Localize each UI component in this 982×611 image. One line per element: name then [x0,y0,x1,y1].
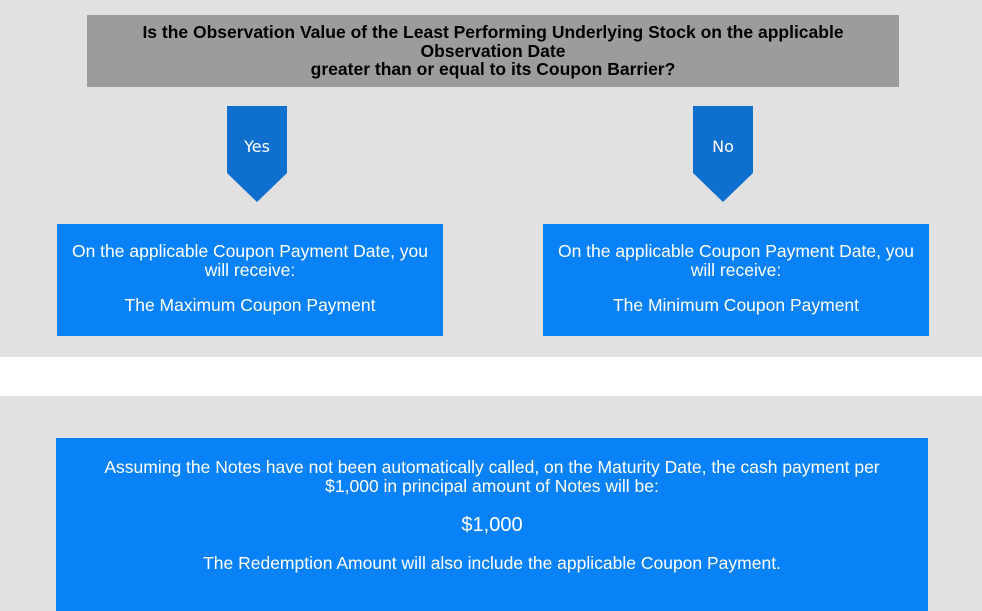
question-line-1: Is the Observation Value of the Least Performing Underlying Stock on the applicable [142,22,844,42]
maturity-line-2: $1,000 in principal amount of Notes will be: [325,476,659,496]
no-label: No [712,137,734,156]
question-line-3: greater than or equal to its Coupon Barrier? [310,59,676,79]
question-line-2: Observation Date [420,40,566,61]
yes-outcome-box [57,224,443,336]
yes-outcome-line-1: On the applicable Coupon Payment Date, you [71,241,429,261]
maturity-note: The Redemption Amount will also include the applicable Coupon Payment. [203,553,781,573]
maturity-amount: $1,000 [461,514,523,536]
yes-outcome-line-2: will receive: [204,259,296,280]
question-box [87,15,899,87]
no-outcome-line-2: will receive: [690,259,782,280]
no-coupon-text: The Minimum Coupon Payment [612,295,860,315]
no-chevron [693,106,753,202]
yes-label: Yes [244,137,270,156]
maturity-box [56,438,928,611]
maturity-line-1: Assuming the Notes have not been automatically called, on the Maturity Date, the cash payment per [104,457,880,477]
yes-chevron [227,106,287,202]
no-outcome-line-1: On the applicable Coupon Payment Date, you [557,241,915,261]
no-outcome-box [543,224,929,336]
yes-coupon-text: The Maximum Coupon Payment [124,295,376,315]
